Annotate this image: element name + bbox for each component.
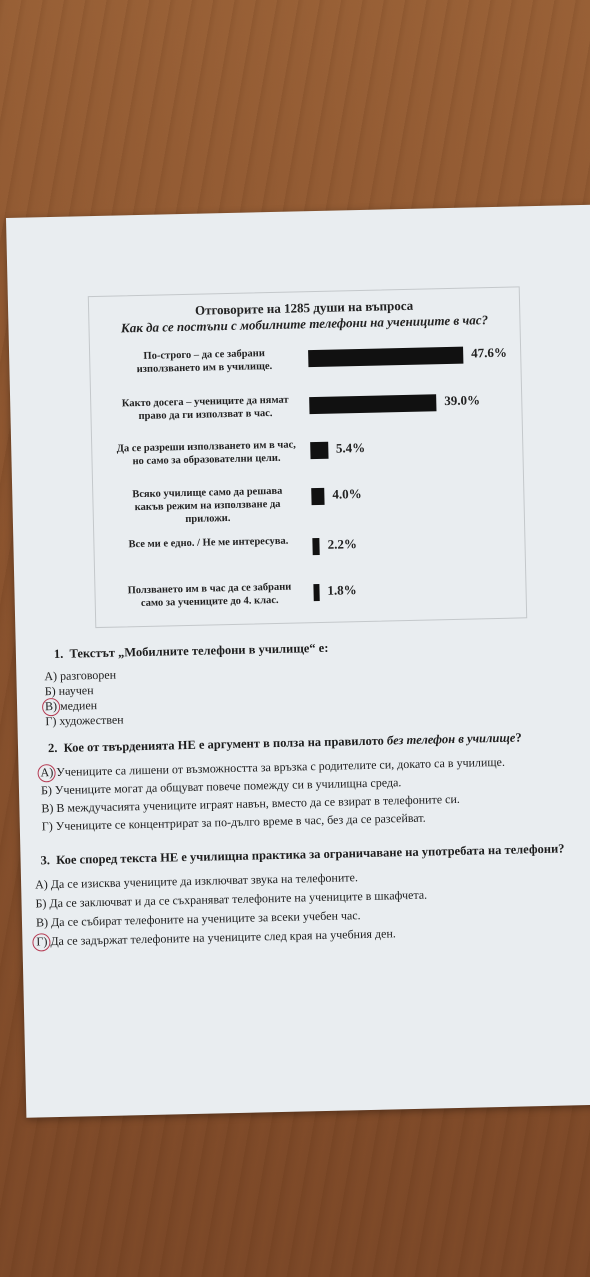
- q1-option-v: В) медиен: [44, 698, 98, 714]
- q1-option-g: Г) художествен: [45, 712, 124, 729]
- value-label: 5.4%: [335, 439, 366, 456]
- question-2-title: 2. Кое от твърденията НЕ е аргумент в полза на правилото без телефон в училище?: [47, 730, 522, 756]
- bar: [310, 442, 328, 459]
- category-label: По-строго – да се забрани използването им в училище.: [136, 348, 273, 376]
- q2-option-a: А) Учениците са лишени от възможността за връзка с родителите си, докато са в училище.: [40, 754, 506, 780]
- bar: [312, 538, 320, 555]
- bar: [308, 347, 463, 368]
- q1-option-a: А) разговорен: [44, 667, 117, 684]
- chart-title: Отговорите на 1285 души на въпроса: [194, 297, 414, 318]
- category-label: Все ми е едно. / Не ме интересува.: [128, 535, 289, 551]
- value-label: 2.2%: [327, 536, 358, 552]
- value-label: 39.0%: [444, 392, 481, 409]
- value-label: 4.0%: [332, 486, 362, 502]
- q2-option-g: Г) Учениците се концентрират за по-дълго време в час, без да се разсейват.: [41, 810, 426, 834]
- question-1-title: 1. Текстът „Мобилните телефони в училище“ е:: [53, 640, 329, 662]
- worksheet-paper: [6, 205, 590, 1118]
- q3-option-v: В) Да се събират телефоните на учениците за всеки учебен час.: [35, 908, 361, 930]
- value-label: 1.8%: [327, 582, 357, 598]
- bar: [311, 488, 324, 505]
- q3-option-g: Г) Да се задържат телефоните на учениците след края на учебния ден.: [36, 926, 396, 949]
- q2-option-b: Б) Учениците могат да общуват повече помежду си в училищна среда.: [40, 775, 402, 798]
- q1-option-b: Б) научен: [44, 683, 94, 699]
- chart-subtitle: Как да се постъпи с мобилните телефони на учениците в час?: [120, 312, 489, 336]
- category-label: Както досега – учениците да нямат право да ги използват в час.: [121, 394, 289, 423]
- bar: [313, 584, 319, 601]
- value-label: 47.6%: [471, 344, 508, 361]
- category-label: Да се разреши използването им в час, но само за образователни цели.: [116, 439, 296, 468]
- q3-option-b: Б) Да се заключват и да се съхраняват телефоните на учениците в шкафчета.: [35, 887, 428, 911]
- category-label: Ползването им в час да се забрани само за учениците до 4. клас.: [127, 581, 292, 610]
- question-3-title: 3. Кое според текста НЕ е училищна практика за ограничаване на употребата на телефони?: [40, 841, 565, 868]
- q3-option-a: А) Да се изисква учениците да изключват звука на телефоните.: [34, 870, 359, 892]
- bar: [309, 394, 436, 414]
- survey-chart: [88, 286, 527, 628]
- category-label: Всяко училище само да решава какъв режим на използване да приложи.: [132, 485, 283, 526]
- q2-option-v: В) В междучасията учениците играят навън, вместо да се взират в телефоните си.: [41, 791, 460, 816]
